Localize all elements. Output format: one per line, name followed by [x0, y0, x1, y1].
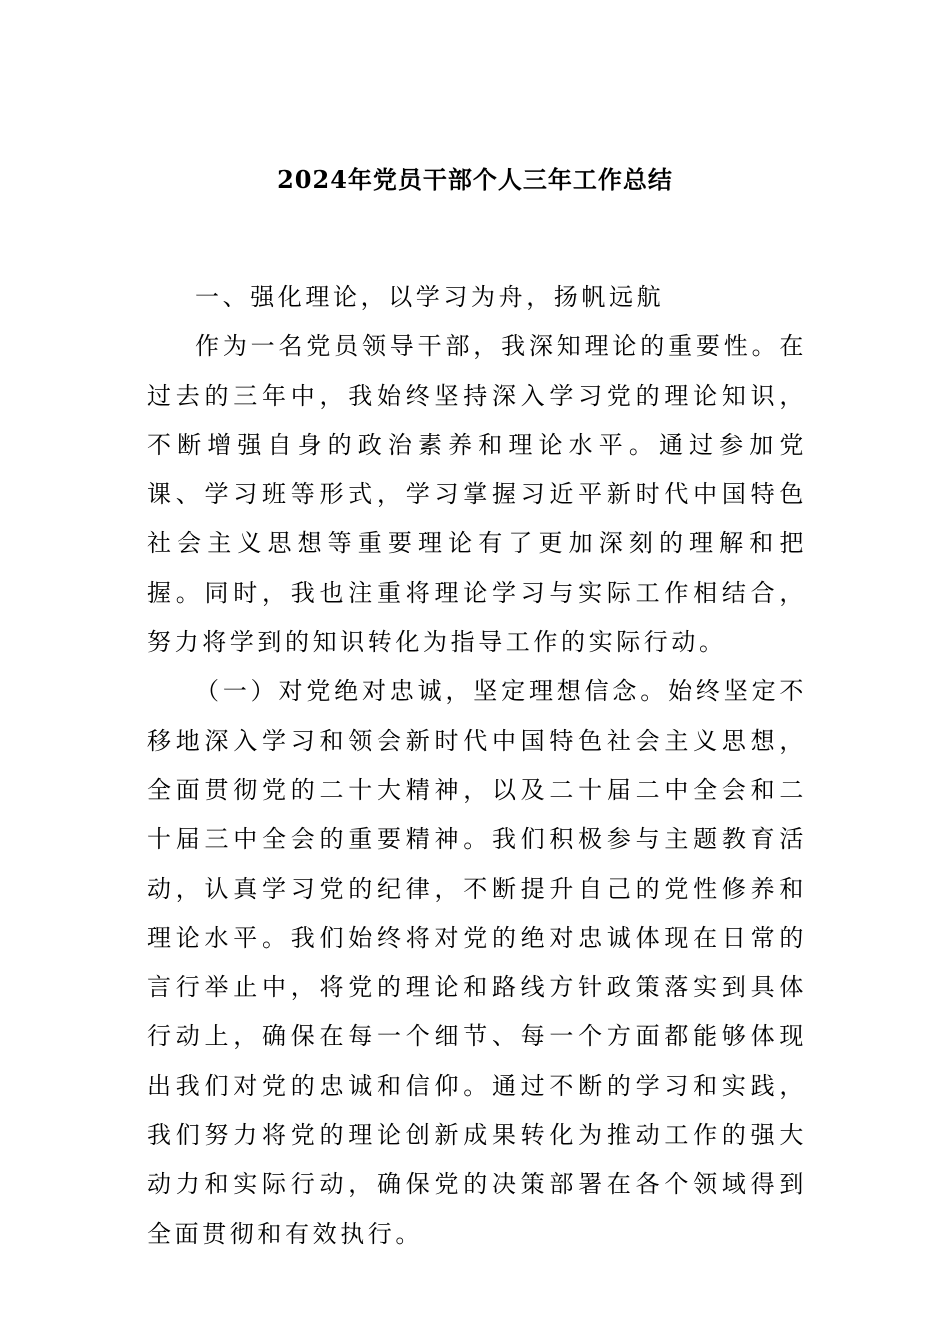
section-heading: 一、强化理论，以学习为舟，扬帆远航 — [195, 283, 665, 311]
paragraph-loyalty-to-party: （一）对党绝对忠诚，坚定理想信念。始终坚定不移地深入学习和领会新时代中国特色社会主义思想，全面贯彻党的二十大精神，以及二十届二中全会和二十届三中全会的重要精神。我们积极参与主题教育活动，认真学习党的纪律，不断提升自己的党性修养和理论水平。我们始终将对党的绝对忠诚体现在日常的言行举止中，将党的理论和路线方针政策落实到具体行动上，确保在每一个细节、每一个方面都能够体现出我们对党的忠诚和信仰。通过不断的学习和实践，我们努力将党的理论创新成果转化为推动工作的强大动力和实际行动，确保党的决策部署在各个领域得到全面贯彻和有效执行。 — [147, 677, 807, 1248]
document-title: 2024年党员干部个人三年工作总结 — [277, 165, 673, 194]
paragraph-theory-importance: 作为一名党员领导干部，我深知理论的重要性。在过去的三年中，我始终坚持深入学习党的理论知识，不断增强自身的政治素养和理论水平。通过参加党课、学习班等形式，学习掌握习近平新时代中国特色社会主义思想等重要理论有了更加深刻的理解和把握。同时，我也注重将理论学习与实际工作相结合，努力将学到的知识转化为指导工作的实际行动。 — [147, 332, 807, 657]
document-body — [147, 273, 807, 1259]
